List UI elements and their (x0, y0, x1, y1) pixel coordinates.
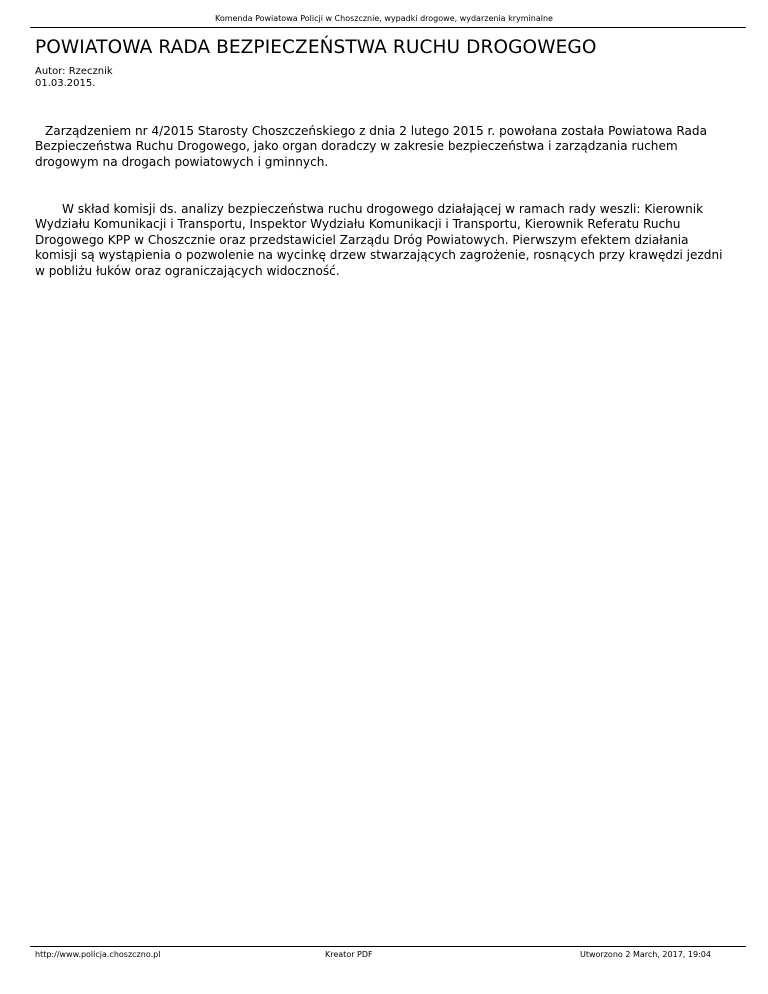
footer-created-date: Utworzono 2 March, 2017, 19:04 (580, 950, 711, 959)
paragraph-text: Zarządzeniem nr 4/2015 Starosty Choszczeńskiego z dnia 2 lutego 2015 r. powołana została Powiatowa Rada Bezpieczeństwa Ruchu Drogowego, jako organ doradczy w zakresie bezpieczeństwa i zarządzania ruchem drogowym na drogach powiatowych i gminnych. (35, 124, 707, 169)
paragraph-text: W skład komisji ds. analizy bezpieczeństwa ruchu drogowego działającej w ramach rady weszli: Kierownik Wydziału Komunikacji i Transportu, Inspektor Wydziału Komunikacji i Transportu, Kierownik Referatu Ruchu Drogowego KPP w Choszcznie oraz przedstawiciel Zarządu Dróg Powiatowych. Pierwszym efektem działania komisji są wystąpienia o pozwolenie na wycinkę drzew stwarzających zagrożenie, rosnących przy krawędzi jezdni w pobliżu łuków oraz ograniczających widoczność. (35, 202, 723, 278)
article-paragraph-2 (35, 202, 725, 279)
footer-url: http://www.policja.choszczno.pl (35, 950, 161, 959)
header-divider (30, 27, 746, 28)
publish-date: 01.03.2015. (35, 78, 96, 89)
footer-divider (30, 946, 746, 947)
running-header: Komenda Powiatowa Policji w Choszcznie, wypadki drogowe, wydarzenia kryminalne (215, 14, 553, 23)
article-paragraph-1 (35, 124, 725, 170)
article-title: POWIATOWA RADA BEZPIECZEŃSTWA RUCHU DROGOWEGO (35, 37, 597, 58)
author-line: Autor: Rzecznik (35, 66, 113, 77)
article-meta (35, 66, 113, 90)
footer-generator: Kreator PDF (325, 950, 373, 959)
